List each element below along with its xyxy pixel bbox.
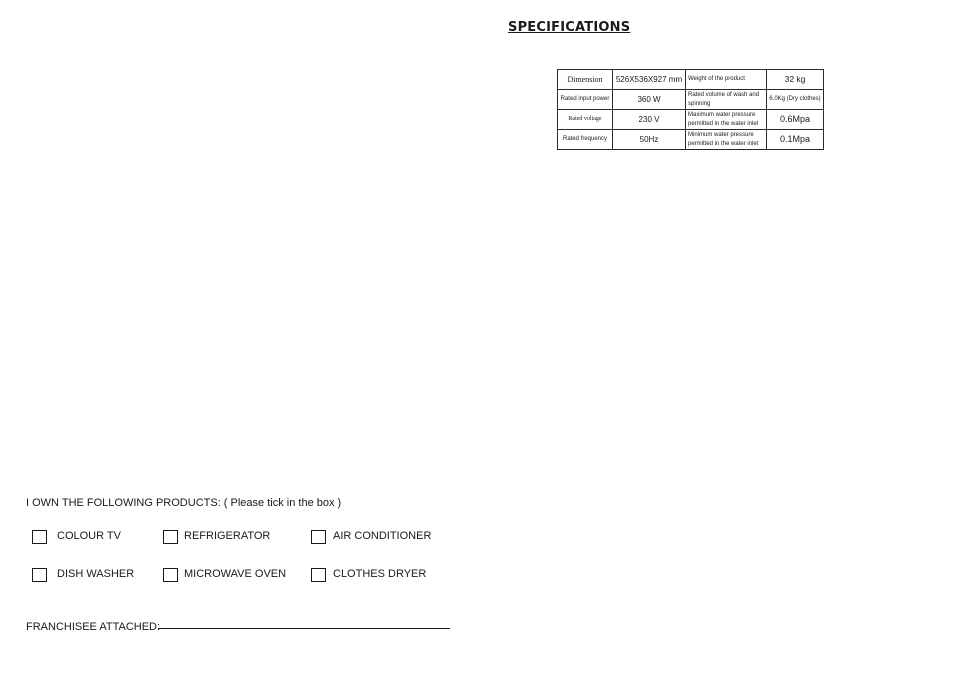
clothes-dryer-label: CLOTHES DRYER [333,568,427,580]
dish-washer-checkbox[interactable] [32,568,47,582]
table-row [558,90,824,110]
franchisee-label: FRANCHISEE ATTACHED: [26,621,161,633]
spec-value-rated-voltage: 230 V [613,110,686,130]
microwave-oven-checkbox[interactable] [163,568,178,582]
specifications-table [557,69,824,150]
spec-label-dimension: Dimension [558,70,613,90]
table-row [558,70,824,90]
air-conditioner-checkbox[interactable] [311,530,326,544]
spec-label-rated-volume: Rated volume of wash and spinning [686,90,767,110]
spec-value-rated-input-power: 360 W [613,90,686,110]
colour-tv-checkbox[interactable] [32,530,47,544]
spec-value-weight: 32 kg [767,70,824,90]
spec-label-min-water-pressure: Minimum water pressure permitted in the water inlet [686,130,767,150]
spec-value-min-water-pressure: 0.1Mpa [767,130,824,150]
refrigerator-label: REFRIGERATOR [184,530,271,542]
franchisee-input-line[interactable] [158,628,450,629]
spec-value-rated-frequency: 50Hz [613,130,686,150]
spec-label-rated-voltage: Rated voltage [558,110,613,130]
colour-tv-label: COLOUR TV [57,530,121,542]
refrigerator-checkbox[interactable] [163,530,178,544]
spec-label-max-water-pressure: Maximum water pressure permitted in the water inlet [686,110,767,130]
table-row [558,110,824,130]
spec-value-max-water-pressure: 0.6Mpa [767,110,824,130]
spec-label-weight: Weight of the product [686,70,767,90]
specifications-title: SPECIFICATIONS [508,20,631,35]
clothes-dryer-checkbox[interactable] [311,568,326,582]
spec-label-rated-frequency: Rated frequency [558,130,613,150]
dish-washer-label: DISH WASHER [57,568,135,580]
spec-value-rated-volume: 6.0Kg (Dry clothes) [767,90,824,110]
spec-label-rated-input-power: Rated input power [558,90,613,110]
air-conditioner-label: AIR CONDITIONER [333,530,432,542]
products-heading: I OWN THE FOLLOWING PRODUCTS: ( Please tick in the box ) [26,497,342,509]
microwave-oven-label: MICROWAVE OVEN [184,568,287,580]
spec-value-dimension: 526X536X927 mm [613,70,686,90]
table-row [558,130,824,150]
